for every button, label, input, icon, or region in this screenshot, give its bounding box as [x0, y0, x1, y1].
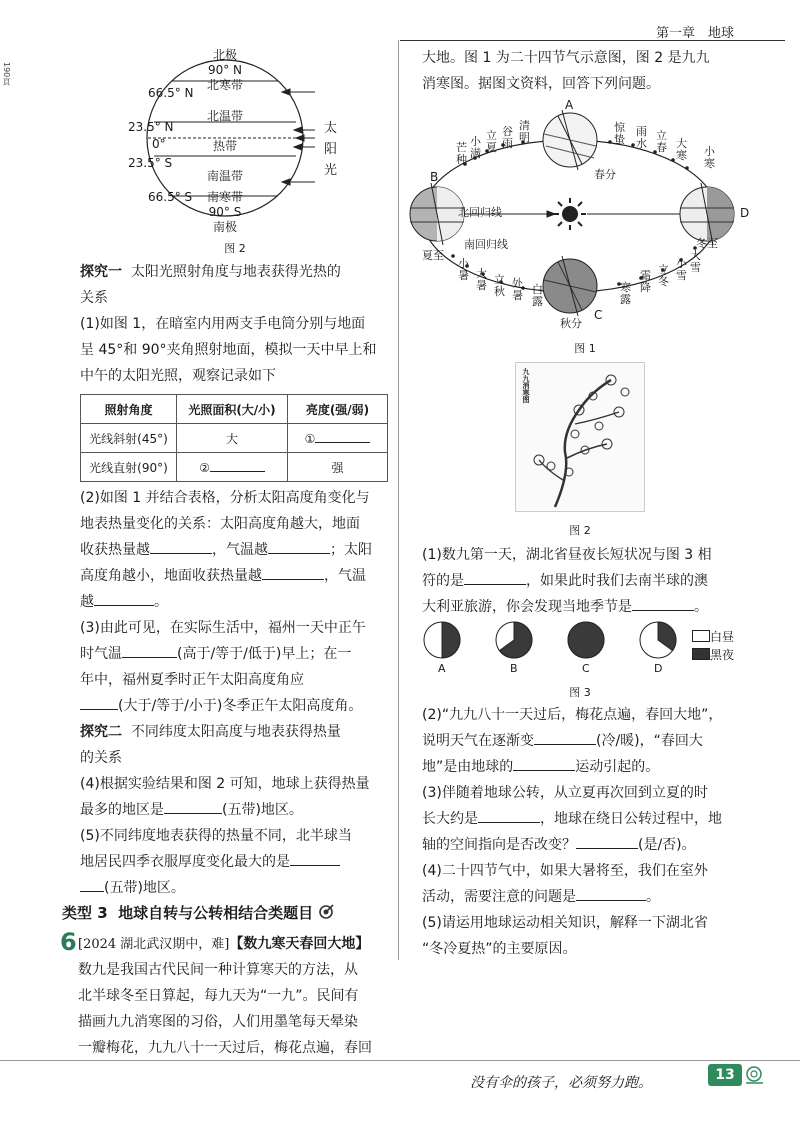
pie-night-part — [442, 622, 460, 658]
term-label: 芒种 — [456, 141, 467, 166]
term-label: 秋分 — [560, 317, 582, 330]
explore1-title-line2: 关系 — [80, 290, 108, 306]
term-label: 白露 — [532, 283, 543, 308]
table-cell: 强 — [288, 453, 388, 482]
answer-blank[interactable] — [122, 643, 177, 658]
answer-blank[interactable] — [290, 851, 340, 866]
sunlight-label — [324, 118, 337, 181]
sun-char-1: 太 — [324, 121, 338, 136]
answer-blank[interactable] — [268, 539, 330, 554]
lat-235n: 23.5° N — [128, 120, 174, 134]
pie-label-c: C — [582, 662, 590, 675]
south-pole-labels — [200, 190, 250, 235]
table-header: 光照面积(大/小) — [177, 395, 288, 424]
explore2-title: 探究二 — [80, 724, 122, 740]
problem-number: 6 — [60, 928, 77, 956]
explore2-heading — [80, 719, 341, 745]
term-label: 小满 — [470, 135, 481, 160]
term-label: 立冬 — [658, 263, 669, 288]
table-cell-blank1[interactable]: ① — [288, 424, 388, 453]
side-code: 190頁 — [2, 62, 11, 86]
pie-label-b: B — [510, 662, 518, 675]
sun-char-2: 阳 — [324, 142, 338, 157]
answer-blank[interactable] — [534, 730, 596, 745]
explore1-q1-line1: (1)如图 1，在暗室内用两支手电筒分别与地面 — [80, 316, 366, 332]
lat-90n-label: 90° N — [207, 63, 243, 77]
explore1-q2-line5: 越 。 — [80, 589, 168, 615]
term-label: 大暑 — [476, 267, 487, 292]
explore1-q3-line2: 时气温 (高于/等于/低于)早上；在一 — [80, 641, 351, 667]
explore1-q1-line3: 中午的太阳光照，观察记录如下 — [80, 368, 276, 384]
table-header-row — [81, 395, 388, 424]
answer-blank[interactable] — [576, 886, 646, 901]
answer-blank[interactable] — [513, 756, 575, 771]
legend-night: 黑夜 — [692, 646, 734, 664]
chapter-header: 第一章 地球 — [656, 26, 735, 41]
south-tropic-label: 南回归线 — [464, 238, 508, 251]
problem6-line2: 北半球冬至日算起，每九天为“一九”。民间有 — [78, 988, 359, 1004]
explore1-heading — [80, 259, 341, 285]
fig2-left-caption: 图 2 — [224, 242, 246, 255]
term-label: 冬至 — [696, 237, 718, 250]
footer-motto: 没有伞的孩子，必须努力跑。 — [470, 1075, 652, 1091]
lat-0: 0° — [152, 137, 166, 151]
term-label: 小寒 — [704, 145, 715, 170]
explore2-q5-line3: (五带)地区。 — [80, 875, 185, 901]
term-label: 立夏 — [486, 129, 497, 154]
header-rule — [400, 40, 785, 41]
fig1-caption: 图 1 — [574, 342, 596, 355]
column-divider — [398, 40, 399, 960]
pie-legend — [692, 628, 734, 664]
zone-south-temperate: 南温带 — [206, 169, 243, 183]
lat-235s: 23.5° S — [128, 156, 173, 170]
page-number: 13 — [708, 1064, 742, 1086]
term-label: 惊蛰 — [614, 121, 625, 146]
pie-label-d: D — [654, 662, 663, 675]
explore2-q5-line1: (5)不同纬度地表获得的热量不同，北半球当 — [80, 828, 352, 844]
answer-blank[interactable] — [150, 539, 212, 554]
answer-blank[interactable] — [164, 799, 222, 814]
q4-line1: (4)二十四节气中，如果大暑将至，我们在室外 — [422, 863, 708, 879]
explore1-title: 探究一 — [80, 264, 122, 280]
south-pole-label: 南极 — [212, 220, 237, 234]
term-label: 霜降 — [640, 269, 651, 294]
answer-blank[interactable] — [262, 565, 324, 580]
south-frigid-label: 南寒带 — [206, 190, 243, 204]
observation-table — [80, 394, 388, 482]
pie-b — [496, 622, 532, 658]
fig2-right-caption: 图 2 — [569, 524, 591, 537]
answer-blank[interactable] — [80, 695, 118, 710]
q4-line2: 活动，需要注意的问题是 。 — [422, 884, 660, 910]
north-pole-labels — [200, 48, 250, 93]
north-tropic-label: 北回归线 — [458, 206, 502, 219]
explore1-q2-line1: (2)如图 1 并结合表格，分析太阳高度角变化与 — [80, 490, 370, 506]
pie-a — [424, 622, 460, 658]
north-pole-label: 北极 — [212, 48, 237, 62]
problem-source: [2024 湖北武汉期中，难] — [78, 937, 230, 952]
earth-label-a: A — [565, 98, 574, 112]
footer-rule — [0, 1060, 800, 1061]
table-cell: 光线直射(90°) — [81, 453, 177, 482]
problem6-cont-line2: 消寒图。据图文资料，回答下列问题。 — [422, 76, 660, 92]
q1-line1: (1)数九第一天，湖北省昼夜长短状况与图 3 相 — [422, 547, 712, 563]
q5-line2: “冬冷夏热”的主要原因。 — [422, 941, 577, 957]
explore1-title-rest: 太阳光照射角度与地表获得光热的 — [130, 264, 341, 280]
zone-tropic: 热带 — [212, 139, 237, 153]
answer-blank[interactable] — [632, 596, 694, 611]
answer-blank[interactable] — [478, 808, 540, 823]
table-row — [81, 453, 388, 482]
explore1-q1-line2: 呈 45°和 90°夹角照射地面，模拟一天中早上和 — [80, 342, 377, 358]
problem6-cont-line1: 大地。图 1 为二十四节气示意图，图 2 是九九 — [422, 50, 710, 66]
earth-label-c: C — [594, 308, 603, 322]
term-label: 清明 — [519, 119, 530, 144]
q2-line2: 说明天气在逐渐变 (冷/暖)，“春回大 — [422, 728, 703, 754]
q3-line1: (3)伴随着地球公转，从立夏再次回到立夏的时 — [422, 785, 708, 801]
problem6-source-line — [78, 931, 369, 958]
lat-665n: 66.5° N — [148, 86, 194, 100]
table-header: 照射角度 — [81, 395, 177, 424]
problem6-line4: 一瓣梅花，九九八十一天过后，梅花点遍，春回 — [78, 1040, 372, 1056]
explore2-title-line2: 的关系 — [80, 750, 122, 766]
pie-night-part — [568, 622, 604, 658]
lat-90s-label: 90° S — [208, 205, 242, 219]
term-label: 立春 — [656, 129, 667, 154]
term-label: 小暑 — [458, 257, 469, 282]
table-cell-blank2[interactable]: ② — [177, 453, 288, 482]
zone-north-temperate: 北温带 — [206, 109, 243, 123]
table-cell: 光线斜射(45°) — [81, 424, 177, 453]
legend-night-swatch — [692, 648, 710, 660]
term-label: 夏至 — [422, 249, 444, 262]
term-label: 立秋 — [494, 273, 505, 298]
term-label: 寒露 — [620, 281, 631, 306]
explore1-q3-line1: (3)由此可见，在实际生活中，福州一天中正午 — [80, 620, 366, 636]
explore2-q4-line2: 最多的地区是 (五带)地区。 — [80, 797, 303, 823]
solar-terms-labels — [414, 92, 784, 328]
term-label: 谷雨 — [502, 125, 513, 150]
spring-equinox-label: 春分 — [594, 168, 616, 181]
target-icon — [318, 904, 334, 920]
table-header: 亮度(强/弱) — [288, 395, 388, 424]
table-row — [81, 424, 388, 453]
table-cell: 大 — [177, 424, 288, 453]
explore2-q4-line1: (4)根据实验结果和图 2 可知，地球上获得热量 — [80, 776, 370, 792]
legend-day-swatch — [692, 630, 710, 642]
day-night-pies — [420, 618, 700, 664]
answer-blank[interactable] — [576, 834, 638, 849]
earth-label-b: B — [430, 170, 439, 184]
pie-d — [640, 622, 676, 658]
pie-c — [568, 622, 604, 658]
answer-blank[interactable] — [94, 591, 154, 606]
q3-line3: 轴的空间指向是否改变？ (是/否)。 — [422, 832, 696, 858]
plum-blossom-picture — [515, 362, 645, 512]
term-label: 大寒 — [676, 137, 687, 162]
snail-icon — [744, 1064, 764, 1086]
q2-line1: (2)“九九八十一天过后，梅花点遍，春回大地”， — [422, 707, 723, 723]
problem-tag: 【数九寒天春回大地】 — [229, 936, 370, 952]
q5-line1: (5)请运用地球运动相关知识，解释一下湖北省 — [422, 915, 708, 931]
explore1-q3-line4: (大于/等于/小于)冬季正午太阳高度角。 — [80, 693, 362, 719]
legend-day: 白昼 — [692, 628, 734, 646]
q1-line2: 符的是 ，如果此时我们去南半球的澳 — [422, 568, 708, 594]
pie-label-a: A — [438, 662, 446, 675]
term-label: 处暑 — [512, 277, 523, 302]
sun-char-3: 光 — [324, 163, 338, 178]
term-label: 小雪 — [676, 257, 687, 282]
explore2-q5-line2: 地居民四季衣服厚度变化最大的是 — [80, 849, 340, 875]
problem6-line3: 描画九九消寒图的习俗，人们用墨笔每天晕染 — [78, 1014, 358, 1030]
problem6-line1: 数九是我国古代民间一种计算寒天的方法，从 — [78, 962, 358, 978]
q2-line3: 地”是由地球的 运动引起的。 — [422, 754, 659, 780]
fig3-caption: 图 3 — [569, 686, 591, 699]
explore2-title-rest: 不同纬度太阳高度与地表获得热量 — [130, 724, 341, 740]
north-frigid-label: 北寒带 — [206, 78, 243, 92]
earth-label-d: D — [740, 206, 750, 220]
type3-heading: 类型 3 地球自转与公转相结合类题目 — [62, 902, 334, 923]
explore1-q2-line3: 收获热量越 ，气温越 ；太阳 — [80, 537, 372, 563]
explore1-q2-line2: 地表热量变化的关系：太阳高度角越大，地面 — [80, 516, 360, 532]
explore1-q2-line4: 高度角越小，地面收获热量越 ，气温 — [80, 563, 366, 589]
picture-title: 九九消寒图 — [522, 368, 530, 403]
q3-line2: 长大约是 ，地球在绕日公转过程中，地 — [422, 806, 722, 832]
term-label: 雨水 — [636, 125, 647, 150]
answer-blank[interactable] — [464, 570, 526, 585]
answer-blank[interactable] — [80, 877, 104, 892]
term-label: 大雪 — [690, 249, 701, 274]
explore1-q3-line3: 年中，福州夏季时正午太阳高度角应 — [80, 672, 304, 688]
q1-line3: 大利亚旅游，你会发现当地季节是 。 — [422, 594, 708, 620]
lat-665s: 66.5° S — [148, 190, 193, 204]
